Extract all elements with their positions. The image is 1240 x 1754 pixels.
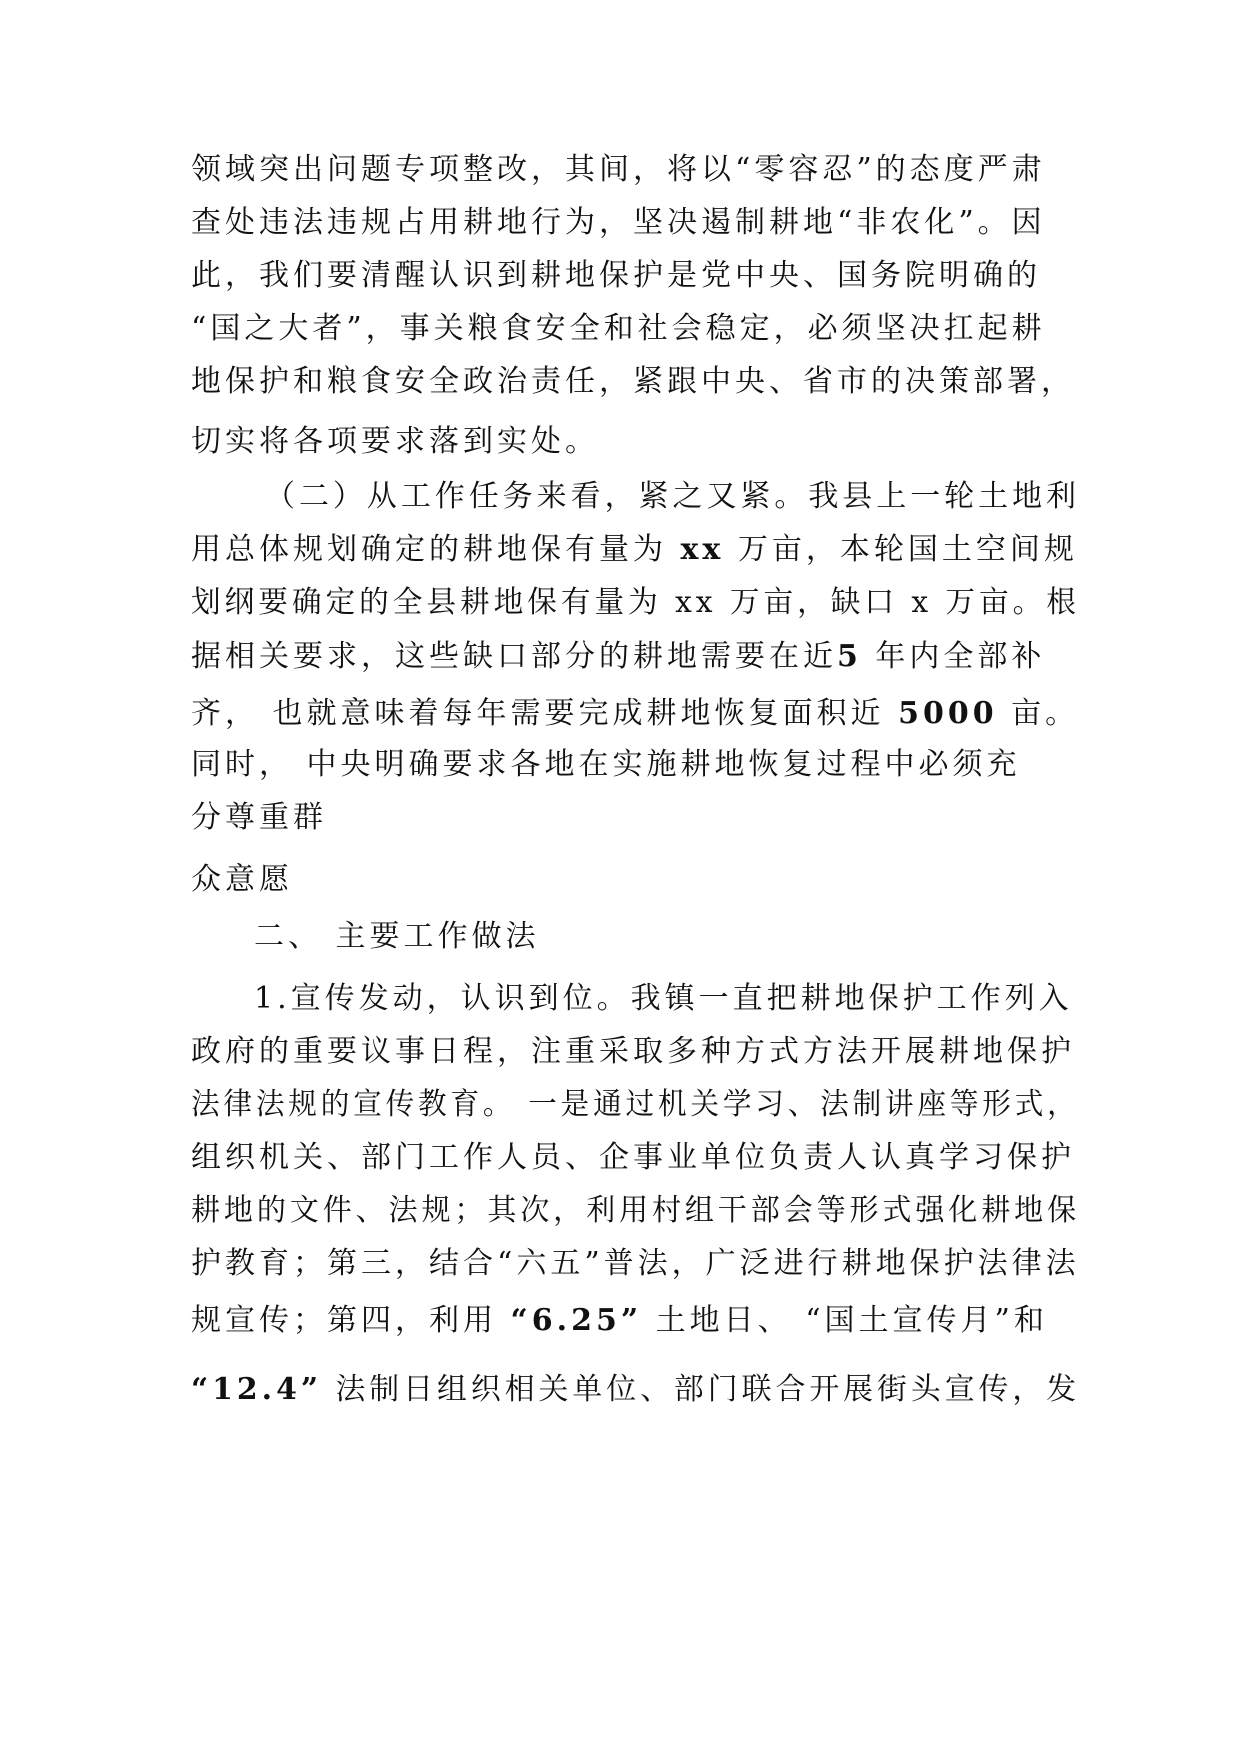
text-line <box>191 1244 1080 1284</box>
text-segment: 齐， 也就意味着每年需要完成耕地恢复面积近 <box>191 696 899 731</box>
text-line <box>191 422 599 462</box>
text-segment: 二、 主要工作做法 <box>254 919 540 954</box>
text-line <box>191 1032 1075 1072</box>
text-segment: 年内全部补 <box>861 639 1046 674</box>
bold-value: 5000 <box>898 696 998 731</box>
bold-value: xx <box>680 532 725 567</box>
text-segment: 1.宣传发动，认识到位。我镇一直把耕地保护工作列入 <box>254 981 1073 1016</box>
text-segment: 土地日、 “国土宣传月”和 <box>642 1303 1048 1338</box>
text-line <box>191 798 327 838</box>
text-segment: 同时， 中央明确要求各地在实施耕地恢复过程中必须充 <box>191 747 1021 782</box>
section-heading <box>254 917 540 957</box>
text-segment: 法制日组织相关单位、部门联合开展街头宣传，发 <box>321 1372 1081 1407</box>
text-segment: 规宣传；第四，利用 <box>191 1303 511 1338</box>
text-line <box>191 583 1080 623</box>
text-line <box>191 530 1078 570</box>
text-line <box>191 150 1046 190</box>
text-segment: 用总体规划确定的耕地保有量为 <box>191 532 681 567</box>
text-segment: 亩。 <box>997 696 1080 731</box>
bold-value: “6.25” <box>510 1303 643 1338</box>
text-line <box>191 745 1021 785</box>
text-line <box>191 203 1046 243</box>
text-segment: 领域突出问题专项整改，其间，将以“零容忍”的态度严肃 <box>191 152 1046 187</box>
text-line <box>191 1191 1080 1231</box>
text-segment: 万亩，本轮国土空间规 <box>724 532 1078 567</box>
text-segment: 据相关要求，这些缺口部分的耕地需要在近 <box>191 639 837 674</box>
text-line <box>191 1301 1048 1341</box>
text-segment: 划纲要确定的全县耕地保有量为 xx 万亩，缺口 x 万亩。根 <box>191 585 1080 620</box>
text-line <box>191 860 293 900</box>
text-line <box>191 256 1041 296</box>
text-segment: 耕地的文件、法规；其次，利用村组干部会等形式强化耕地保 <box>191 1193 1080 1228</box>
text-segment: “国之大者”，事关粮食安全和社会稳定，必须坚决扛起耕 <box>191 311 1046 346</box>
text-segment: 政府的重要议事日程，注重采取多种方式方法开展耕地保护 <box>191 1034 1075 1069</box>
bold-value: “12.4” <box>191 1372 322 1407</box>
text-segment: 众意愿 <box>191 862 293 897</box>
text-line <box>191 637 1045 677</box>
text-line <box>191 1138 1075 1178</box>
text-segment: 法律法规的宣传教育。 一是通过机关学习、法制讲座等形式， <box>191 1087 1080 1122</box>
text-segment: 组织机关、部门工作人员、企事业单位负责人认真学习保护 <box>191 1140 1075 1175</box>
text-line <box>191 1370 1080 1410</box>
text-segment: 查处违法违规占用耕地行为，坚决遏制耕地“非农化”。因 <box>191 205 1046 240</box>
text-segment: 地保护和粮食安全政治责任，紧跟中央、省市的决策部署， <box>191 364 1075 399</box>
text-segment: 此，我们要清醒认识到耕地保护是党中央、国务院明确的 <box>191 258 1041 293</box>
paragraph-heading <box>254 979 1073 1019</box>
text-segment: 护教育；第三，结合“六五”普法，广泛进行耕地保护法律法 <box>191 1246 1080 1281</box>
text-segment: （二）从工作任务来看，紧之又紧。我县上一轮土地利 <box>265 479 1081 514</box>
text-line <box>191 1085 1080 1125</box>
text-segment: 切实将各项要求落到实处。 <box>191 424 599 459</box>
text-line <box>191 362 1075 402</box>
text-segment: 分尊重群 <box>191 800 327 835</box>
paragraph-heading <box>265 477 1080 517</box>
bold-value: 5 <box>837 639 862 674</box>
text-line <box>191 309 1046 349</box>
text-line <box>191 694 1079 734</box>
